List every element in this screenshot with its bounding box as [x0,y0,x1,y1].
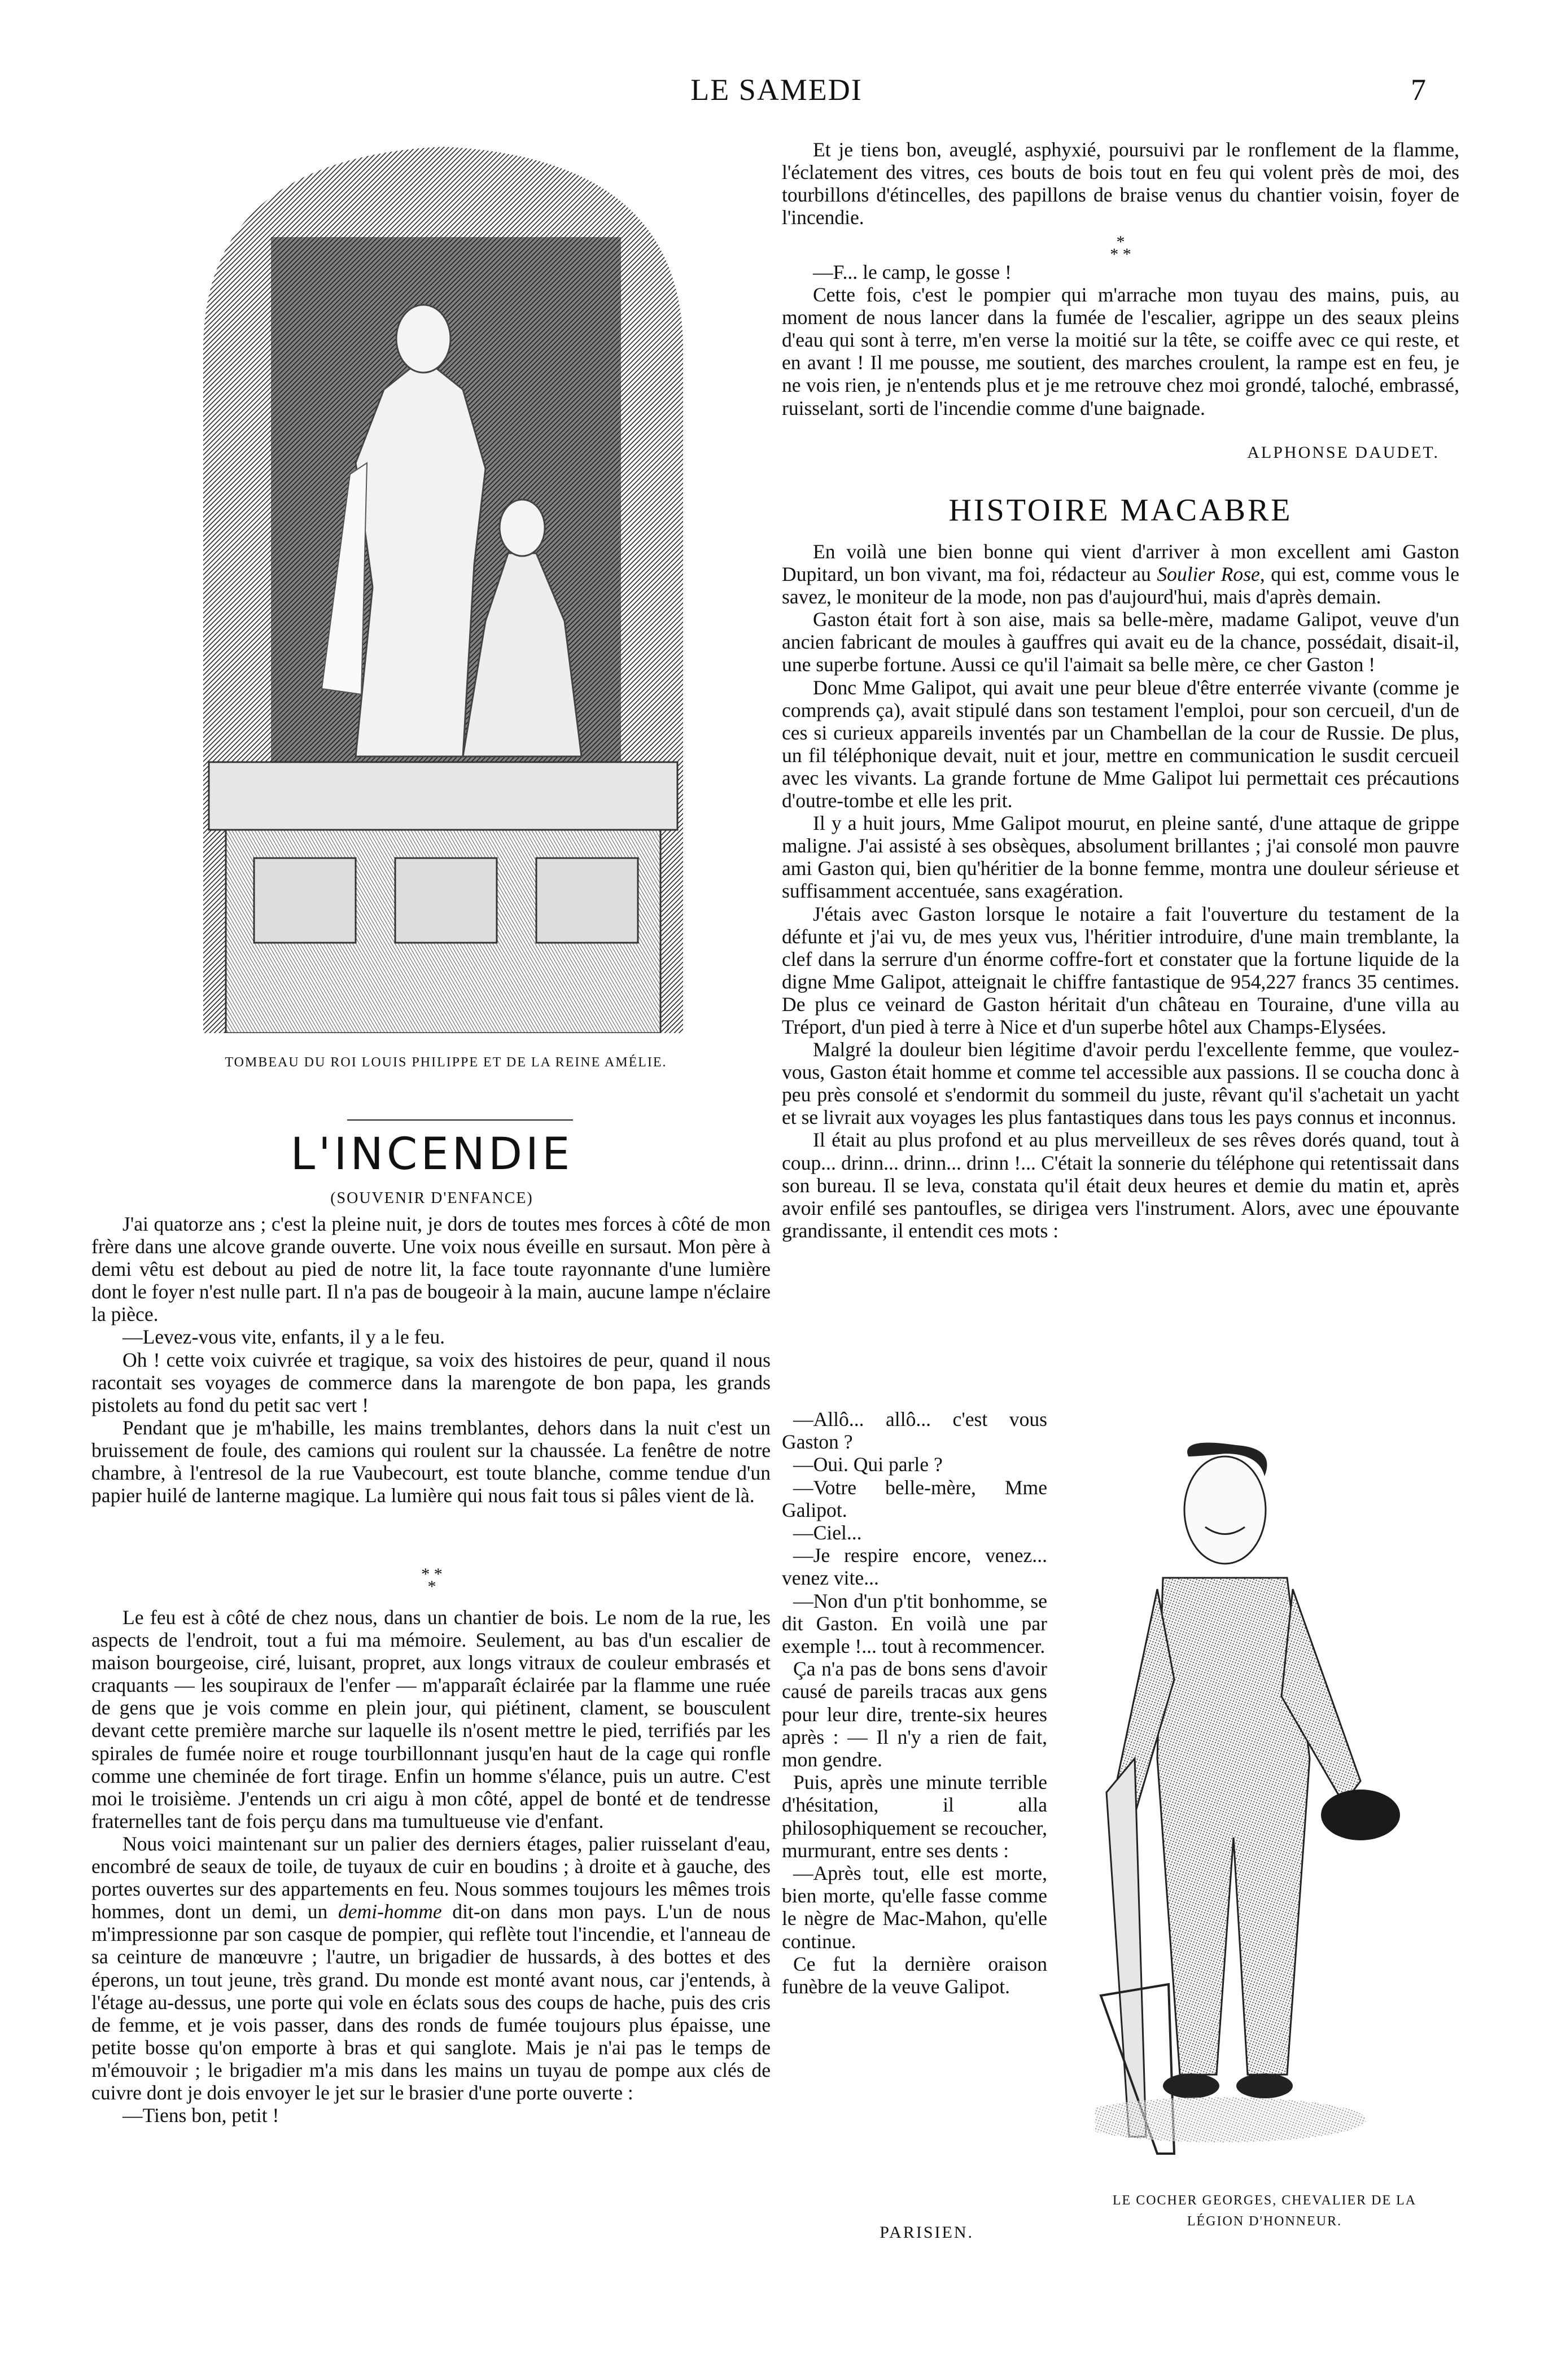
dialogue-line: —Oui. Qui parle ? [793,1453,943,1476]
incendie-subtitle: (SOUVENIR D'ENFANCE) [330,1189,533,1207]
paragraph: Ce fut la dernière oraison funèbre de la veuve Galipot. [782,1952,1047,1998]
tomb-engraving [169,124,717,1033]
incendie-body-1 [91,1213,771,1507]
paragraph: J'ai quatorze ans ; c'est la pleine nuit, je dors de toutes mes forces à côté de mon frère dans une alcove grande ouverte. Une voix nous éveille en sursaut. Mon père à demi vêtu est debout au pied de notre lit, la face toute rayonnante d'une lumière dont le foyer n'est nulle part. Il n'a pas de bougeoir à la main, aucune lampe n'éclaire la pièce. [91,1213,771,1326]
dialogue-line: —Ciel... [793,1521,862,1545]
paragraph: Cette fois, c'est le pompier qui m'arrache mon tuyau des mains, puis, au moment de nous lancer dans la fumée de l'escalier, agrippe un des seaux pleins d'eau qui sont à terre, m'en verse la moitié sur la tête, se coiffe avec ce qui reste, et en avant ! Il me pousse, me soutient, des marches croulent, la rampe est en feu, je ne vois rien, je n'entends plus et je me retrouve chez moi grondé, taloché, embrassé, ruisselant, sorti de l'incendie comme d'une baignade. [782,283,1459,419]
paragraph: —F... le camp, le gosse ! [813,261,1012,283]
dialogue-line: —Je respire encore, venez... venez vite... [782,1544,1047,1590]
paragraph [91,1832,771,2104]
paragraph: Le feu est à côté de chez nous, dans un chantier de bois. Le nom de la rue, les aspects de l'endroit, tout a fui ma mémoire. Seulement, au bas d'un escalier de maison bourgeoise, ciré, luisant, propret, aux longs vitraux de couleur embrasés et craquants — les soupiraux de l'enfer — m'apparaît éclairée par la flamme une ruée de gens que je vois comme en plein jour, qui piétinent, clament, se bousculent devant cette première marche sur laquelle ils n'osent mettre le pied, terrifiés par les spirales de fumée noire et rouge tourbillonnant jusqu'en haut de la cage qui ronfle comme une cheminée de fort tirage. Enfin un homme s'élance, puis un autre. C'est moi le troisième. J'entends un cri aigu à mon côté, appel de bonté et de tendresse fraternelles tant de fois perçu dans ma tumultueuse vie d'enfant. [91,1606,771,1832]
paragraph: —Levez-vous vite, enfants, il y a le feu. [123,1325,445,1349]
author-signature: ALPHONSE DAUDET. [1247,443,1440,462]
histoire-title: HISTOIRE MACABRE [948,493,1293,528]
coachman-engraving [1095,1442,1434,2173]
incendie-continued [782,138,1459,229]
paragraph: J'étais avec Gaston lorsque le notaire a fait l'ouverture du testament de la défunte et j'ai vu, de mes yeux vus, l'héritier introduire, d'une main tremblante, la clef dans la serrure d'un énorme coffre-fort et constater que la fortune liquide de la digne Mme Galipot, atteignait le chiffre fantastique de 954,227 francs 35 centimes. De plus ce veinard de Gaston héritait d'un château en Touraine, d'une villa au Tréport, d'un pied à terre à Nice et d'un superbe hôtel aux Champs-Elysées. [782,902,1459,1038]
coachman-caption-2: LÉGION D'HONNEUR. [1187,2214,1342,2229]
paragraph: Il était au plus profond et au plus merveilleux de ses rêves dorés quand, tout à coup... drinn... drinn... drinn !... C'était la sonnerie du téléphone qui retentissait dans son bureau. Il se leva, constata qu'il était deux heures et demie du matin et, après avoir enfilé ses pantoufles, se dirigea vers l'instrument. Alors, avec une épouvante grandissante, il entendit ces mots : [782,1128,1459,1242]
emphasis: demi-homme [338,1900,442,1923]
paragraph: Et je tiens bon, aveuglé, asphyxié, poursuivi par le ronflement de la flamme, l'éclatement des vitres, ces bouts de bois tout en feu qui volent près de moi, des tourbillons d'étincelles, des papillons de braise venus du chantier voisin, foyer de l'incendie. [782,138,1459,229]
text-run: Nous voici maintenant sur un palier des derniers étages, palier ruisselant d'eau, encombré de seaux de toile, de tuyaux de cuir en boudins ; à droite et à gauche, des portes ouvertes sur des appartements en feu. Nous sommes toujours les mêmes trois hommes, dont un demi, un [91,1832,771,1923]
dialogue-line: —Après tout, elle est morte, bien morte, qu'elle fasse comme le nègre de Mac-Mahon, qu'elle continue. [782,1862,1047,1953]
histoire-body [782,540,1459,1242]
paragraph: Malgré la douleur bien légitime d'avoir perdu l'excellente femme, que voulez-vous, Gaston était homme et comme tel accessible aux passions. Il se coucha donc à peu près consolé et s'endormit du sommeil du juste, rêvant qu'il s'achetait un yacht et se livrait aux voyages les plus fantastiques dans tous les pays connus et inconnus. [782,1038,1459,1129]
histoire-signature: PARISIEN. [880,2223,974,2242]
newspaper-title: LE SAMEDI [690,73,863,107]
dialogue-line: —Non d'un p'tit bonhomme, se dit Gaston. En voilà une par exemple !... tout à recommencer. [782,1589,1047,1658]
dialogue-line: —Votre belle-mère, Mme Galipot. [782,1476,1047,1521]
paragraph: Ça n'a pas de bons sens d'avoir causé de pareils tracas aux gens pour leur dire, trente-six heures après : — Il n'y a rien de fait, mon gendre. [782,1657,1047,1771]
coachman-caption-1: LE COCHER GEORGES, CHEVALIER DE LA [1112,2193,1417,2208]
text-run: , qui est, comme vous le savez, le moniteur de la mode, non pas d'aujourd'hui, mais d'après demain. [782,563,1460,609]
section-rule [347,1119,573,1121]
section-stars: * * * [421,1565,443,1596]
dialogue-line: —Allô... allô... c'est vous Gaston ? [782,1408,1047,1454]
paragraph [782,540,1459,608]
paragraph: Oh ! cette voix cuivrée et tragique, sa voix des histoires de peur, quand il nous racontait ses voyages de commerce dans la marengote de bon papa, les grands pistolets au fond du petit sac vert ! [91,1348,771,1416]
section-stars: * * * [1110,233,1131,264]
paragraph: Donc Mme Galipot, qui avait une peur bleue d'être enterrée vivante (comme je comprends ça), avait stipulé dans son testament l'emploi, pour son cercueil, d'un de ces si curieux appareils inventés par un Chambellan de la cour de Russie. De plus, un fil téléphonique devait, nuit et jour, mettre en communication le susdit cercueil avec les vivants. La grande fortune de Mme Galipot lui permettait ces précautions d'outre-tombe et elle les prit. [782,676,1459,812]
paragraph: Pendant que je m'habille, les mains tremblantes, dehors dans la nuit c'est un bruissement de foule, des camions qui roulent sur la chaussée. La fenêtre de notre chambre, à l'entresol de la rue Vaubecourt, est toute blanche, comme tendue d'un papier huilé de lanterne magique. La lumière qui nous fait tous si pâles vient de là. [91,1416,771,1507]
paragraph: Gaston était fort à son aise, mais sa belle-mère, madame Galipot, veuve d'un ancien fabricant de moules à gauffres qui avait eu de la chance, possédait, disait-il, une superbe fortune. Aussi ce qu'il l'aimait sa belle mère, ce cher Gaston ! [782,608,1459,676]
paragraph: Il y a huit jours, Mme Galipot mourut, en pleine santé, d'une attaque de grippe maligne. J'ai assisté à ses obsèques, absolument brillantes ; j'ai consolé mon pauvre ami Gaston qui, bien qu'héritier de la bonne femme, montra une douleur sérieuse et suffisamment accentuée, sans exagération. [782,812,1459,903]
emphasis: Soulier Rose [1157,563,1260,586]
text-run: En voilà une bien bonne qui vient d'arriver à mon excellent ami Gaston Dupitard, un bon vivant, ma foi, rédacteur au [782,540,1459,586]
incendie-body-2 [91,1606,771,2127]
text-run: dit-on dans mon pays. L'un de nous m'impressionne par son casque de pompier, qui reflète tout l'incendie, et l'anneau de sa ceinture de manœuvre ; l'autre, un brigadier de hussards, à des bottes et des éperons, un tout jeune, très grand. Du monde est monté avant nous, car j'entends, à l'étage au-dessus, une porte qui vole en éclats sous des coups de hache, puis des cris de femme, et je vois passer, dans des ronds de fumée toujours plus épaisse, une petite bosse qu'on emporte à bras et qui sanglote. Mais je n'ai pas le temps de m'émouvoir ; le brigadier m'a mis dans les mains un tuyau de pompe aux clés de cuivre dont je dois envoyer le jet sur le brasier d'une porte ouverte : [91,1900,771,2104]
paragraph: —Tiens bon, petit ! [123,2104,279,2127]
paragraph: Puis, après une minute terrible d'hésitation, il alla philosophiquement se recoucher, murmurant, entre ses dents : [782,1771,1047,1862]
histoire-dialogue [782,1408,1047,1998]
page-number: 7 [1411,73,1426,107]
incendie-title: L'INCENDIE [290,1129,574,1180]
incendie-ending [782,261,1459,419]
tomb-caption: TOMBEAU DU ROI LOUIS PHILIPPE ET DE LA REINE AMÉLIE. [225,1055,667,1070]
